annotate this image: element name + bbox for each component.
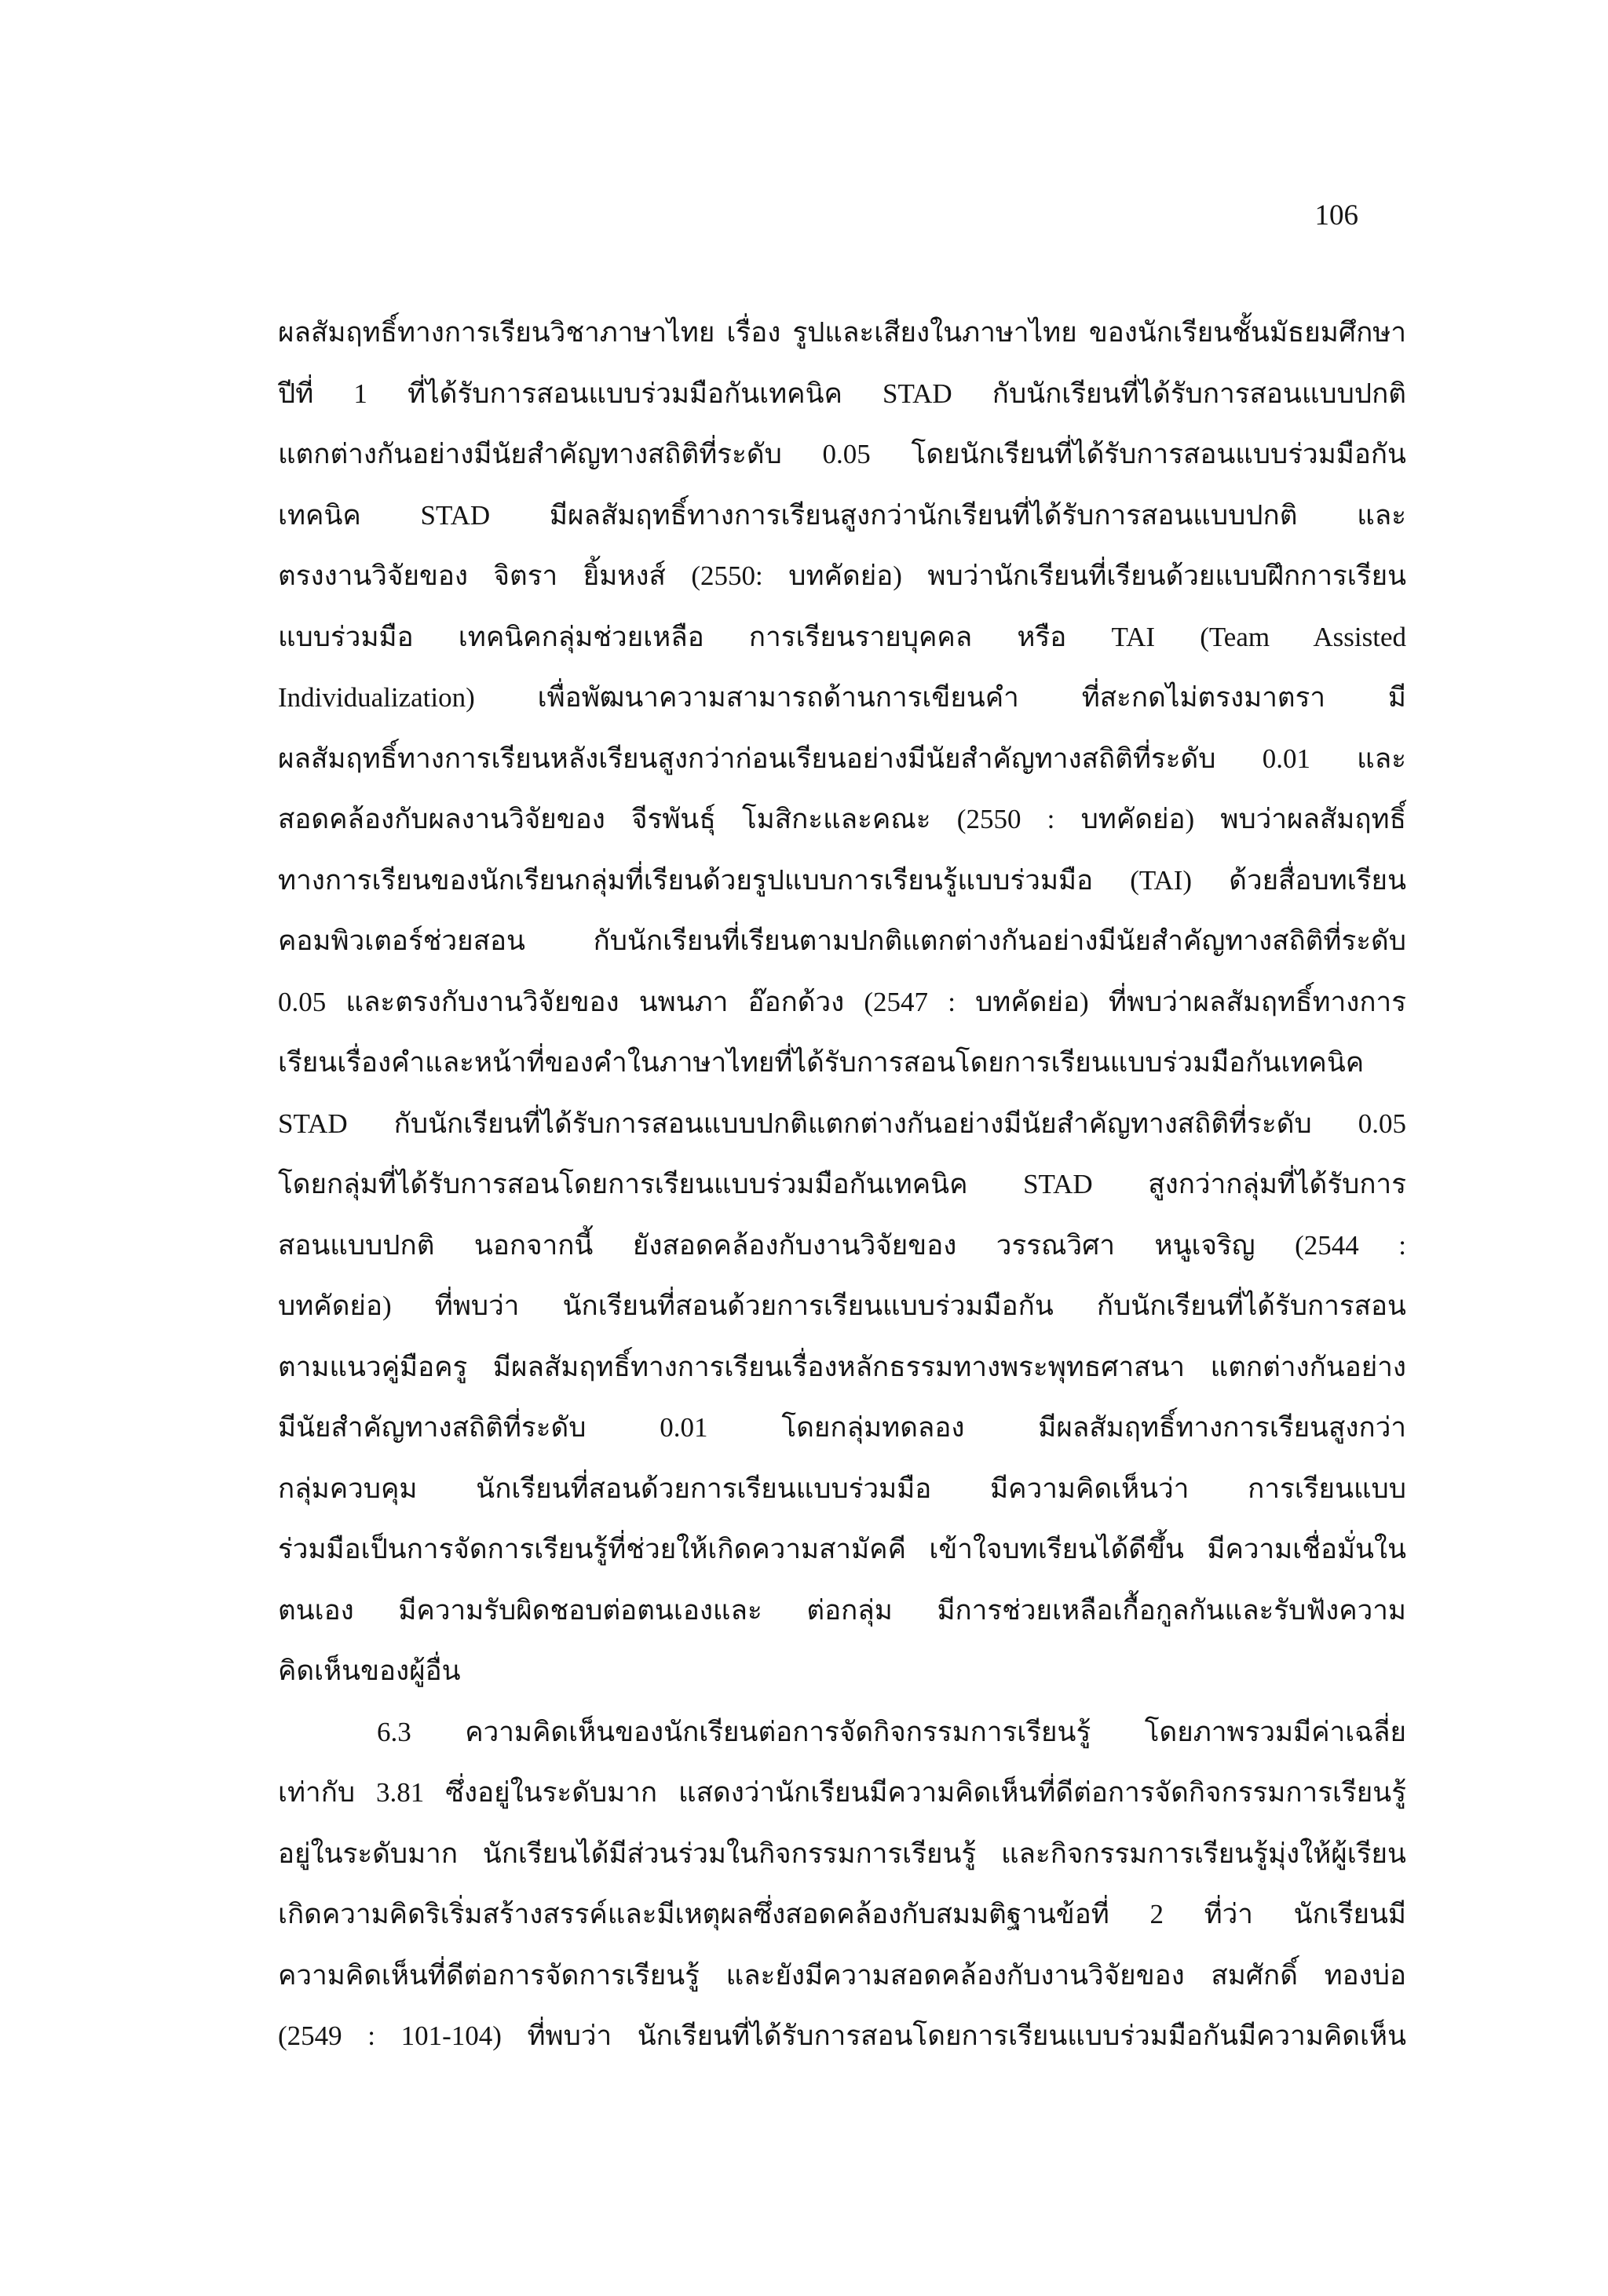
text-line: เรียนเรื่องคำและหน้าที่ของคำในภาษาไทยที่ได้รับการสอนโดยการเรียนแบบร่วมมือกันเทคนิค (278, 1047, 1365, 1078)
text-line: ตนเอง มีความรับผิดชอบต่อตนเองและ ต่อกลุ่ม มีการช่วยเหลือเกื้อกูลกันและรับฟังความ (278, 1594, 1406, 1626)
text-line: มีนัยสำคัญทางสถิติที่ระดับ 0.01 โดยกลุ่มทดลอง มีผลสัมฤทธิ์ทางการเรียนสูงกว่า (278, 1412, 1406, 1443)
paragraph (278, 302, 1406, 1702)
text-line: Individualization) เพื่อพัฒนาความสามารถด้านการเขียนคำ ที่สะกดไม่ตรงมาตรา มี (278, 682, 1406, 713)
text-line: คิดเห็นของผู้อื่น (278, 1655, 461, 1686)
text-line: 0.05 และตรงกับงานวิจัยของ นพนภา อ๊อกด้วง (2547 : บทคัดย่อ) ที่พบว่าผลสัมฤทธิ์ทางการ (278, 986, 1406, 1017)
page-number: 106 (1314, 199, 1358, 232)
text-line: คอมพิวเตอร์ช่วยสอน กับนักเรียนที่เรียนตามปกติแตกต่างกันอย่างมีนัยสำคัญทางสถิติที่ระดับ (278, 925, 1406, 956)
text-line: เกิดความคิดริเริ่มสร้างสรรค์และมีเหตุผลซึ่งสอดคล้องกับสมมติฐานข้อที่ 2 ที่ว่า นักเรียนมี (278, 1899, 1406, 1929)
text-line: แบบร่วมมือ เทคนิคกลุ่มช่วยเหลือ การเรียนรายบุคคล หรือ TAI (Team Assisted (278, 621, 1406, 652)
text-line: เท่ากับ 3.81 ซึ่งอยู่ในระดับมาก แสดงว่านักเรียนมีความคิดเห็นที่ดีต่อการจัดกิจกรรมการเรียนรู้ (278, 1777, 1406, 1808)
text-line: แตกต่างกันอย่างมีนัยสำคัญทางสถิติที่ระดับ 0.05 โดยนักเรียนที่ได้รับการสอนแบบร่วมมือกัน (278, 439, 1406, 469)
body-text (278, 302, 1406, 2067)
text-line: ผลสัมฤทธิ์ทางการเรียนหลังเรียนสูงกว่าก่อนเรียนอย่างมีนัยสำคัญทางสถิติที่ระดับ 0.01 และ (278, 743, 1406, 774)
text-line: กลุ่มควบคุม นักเรียนที่สอนด้วยการเรียนแบบร่วมมือ มีความคิดเห็นว่า การเรียนแบบ (278, 1473, 1406, 1504)
text-line: ร่วมมือเป็นการจัดการเรียนรู้ที่ช่วยให้เกิดความสามัคคี เข้าใจบทเรียนได้ดีขึ้น มีความเชื่อมั่นใน (278, 1534, 1406, 1564)
text-line: ปีที่ 1 ที่ได้รับการสอนแบบร่วมมือกันเทคนิค STAD กับนักเรียนที่ได้รับการสอนแบบปกติ (278, 378, 1406, 409)
text-line: อยู่ในระดับมาก นักเรียนได้มีส่วนร่วมในกิจกรรมการเรียนรู้ และกิจกรรมการเรียนรู้มุ่งให้ผู้เรียน (278, 1838, 1406, 1869)
text-line: โดยกลุ่มที่ได้รับการสอนโดยการเรียนแบบร่วมมือกันเทคนิค STAD สูงกว่ากลุ่มที่ได้รับการ (278, 1169, 1406, 1199)
text-line: (2549 : 101-104) ที่พบว่า นักเรียนที่ได้รับการสอนโดยการเรียนแบบร่วมมือกันมีความคิดเห็น (278, 2020, 1406, 2051)
paragraph (278, 1702, 1406, 2067)
text-line: บทคัดย่อ) ที่พบว่า นักเรียนที่สอนด้วยการเรียนแบบร่วมมือกัน กับนักเรียนที่ได้รับการสอน (278, 1290, 1406, 1321)
text-line: ตามแนวคู่มือครู มีผลสัมฤทธิ์ทางการเรียนเรื่องหลักธรรมทางพระพุทธศาสนา แตกต่างกันอย่าง (278, 1351, 1406, 1382)
text-line: เทคนิค STAD มีผลสัมฤทธิ์ทางการเรียนสูงกว่านักเรียนที่ได้รับการสอนแบบปกติ และ (278, 499, 1406, 531)
text-line: ผลสัมฤทธิ์ทางการเรียนวิชาภาษาไทย เรื่อง รูปและเสียงในภาษาไทย ของนักเรียนชั้นมัธยมศึกษา (278, 317, 1406, 348)
text-line: ความคิดเห็นที่ดีต่อการจัดการเรียนรู้ และยังมีความสอดคล้องกับงานวิจัยของ สมศักดิ์ ทองบ่อ (278, 1959, 1406, 1991)
text-line: ทางการเรียนของนักเรียนกลุ่มที่เรียนด้วยรูปแบบการเรียนรู้แบบร่วมมือ (TAI) ด้วยสื่อบทเรียน (278, 864, 1406, 896)
text-line: STAD กับนักเรียนที่ได้รับการสอนแบบปกติแตกต่างกันอย่างมีนัยสำคัญทางสถิติที่ระดับ 0.05 (278, 1108, 1406, 1139)
text-line: 6.3 ความคิดเห็นของนักเรียนต่อการจัดกิจกรรมการเรียนรู้ โดยภาพรวมมีค่าเฉลี่ย (377, 1716, 1406, 1747)
text-line: สอนแบบปกติ นอกจากนี้ ยังสอดคล้องกับงานวิจัยของ วรรณวิศา หนูเจริญ (2544 : (278, 1229, 1406, 1261)
text-line: ตรงงานวิจัยของ จิตรา ยิ้มหงส์ (2550: บทคัดย่อ) พบว่านักเรียนที่เรียนด้วยแบบฝึกการเรียน (278, 560, 1406, 591)
text-line: สอดคล้องกับผลงานวิจัยของ จีรพันธุ์ โมสิกะและคณะ (2550 : บทคัดย่อ) พบว่าผลสัมฤทธิ์ (278, 804, 1406, 834)
